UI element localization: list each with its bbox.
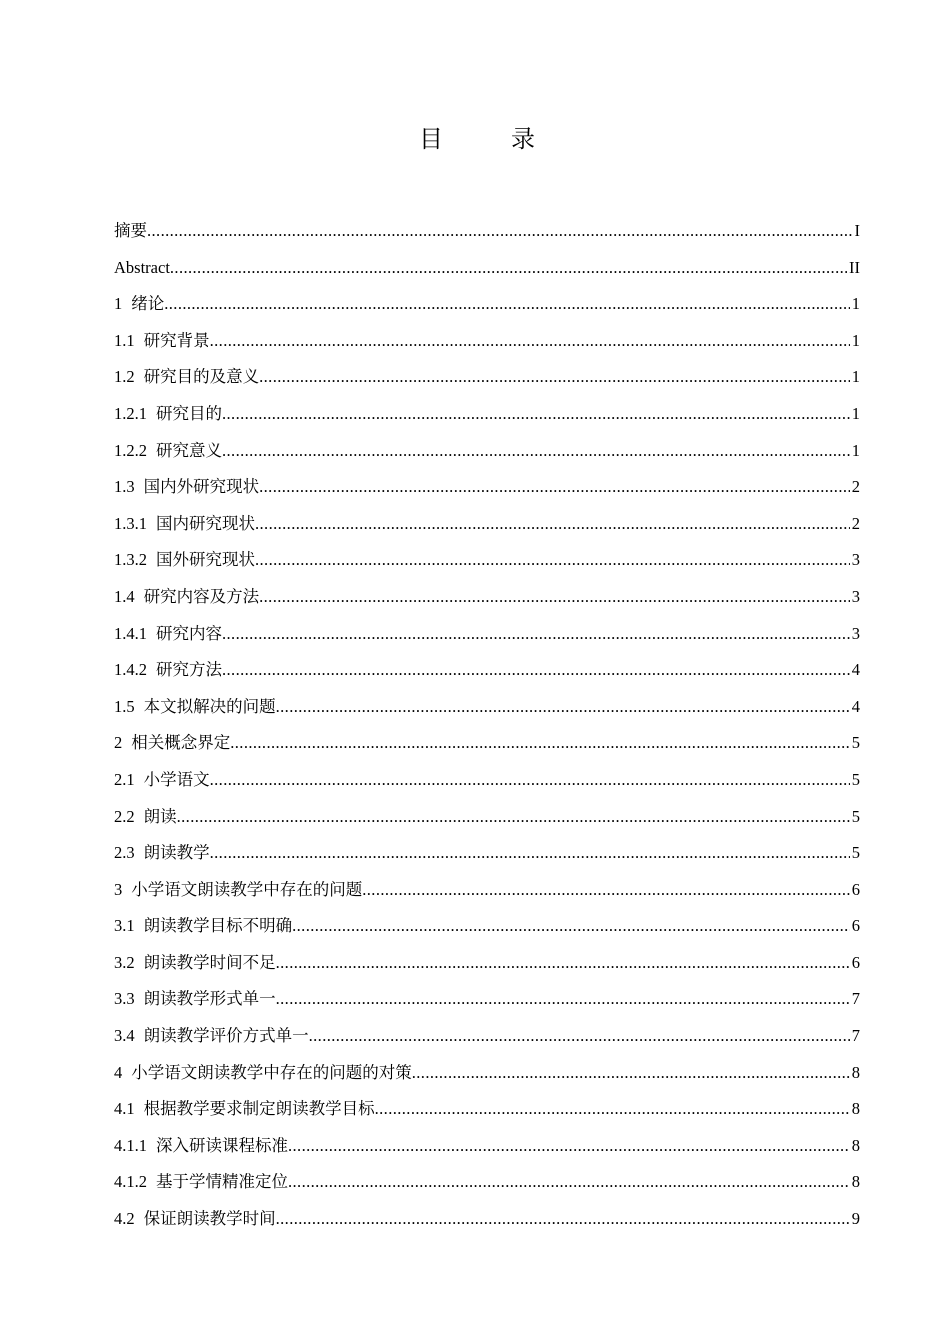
- toc-dot-leader: [222, 652, 850, 689]
- toc-entry-label: [114, 1018, 309, 1055]
- toc-dot-leader: [177, 799, 850, 836]
- toc-dot-leader: [259, 579, 850, 616]
- toc-entry[interactable]: [114, 835, 860, 872]
- toc-entry-text: 根据教学要求制定朗读教学目标: [143, 1099, 375, 1119]
- toc-entry-page: 8: [851, 1172, 860, 1192]
- toc-entry[interactable]: [114, 542, 860, 579]
- toc-entry[interactable]: [114, 469, 860, 506]
- toc-entry-page: 2: [851, 477, 860, 497]
- toc-entry[interactable]: [114, 652, 860, 689]
- toc-entry-text: 研究方法: [156, 660, 222, 680]
- toc-entry-text: 基于学情精准定位: [156, 1172, 288, 1192]
- toc-entry-text: 研究目的及意义: [143, 367, 260, 387]
- toc-entry-page: 3: [851, 586, 860, 606]
- toc-entry-label: [114, 359, 259, 396]
- toc-entry-page: 8: [851, 1135, 860, 1155]
- toc-entry-number: 4: [114, 1062, 123, 1082]
- toc-entry-number: 2.1: [114, 769, 135, 789]
- toc-entry-page: 5: [851, 769, 860, 789]
- toc-entry-text: 国外研究现状: [156, 550, 255, 570]
- toc-entry-label: [114, 981, 276, 1018]
- toc-entry-label: [114, 945, 276, 982]
- toc-entry-label: [114, 286, 164, 323]
- toc-entry[interactable]: [114, 981, 860, 1018]
- toc-entry-number: 1.4: [114, 586, 135, 606]
- toc-entry-label: [114, 908, 292, 945]
- toc-dot-leader: [276, 945, 850, 982]
- toc-entry[interactable]: [114, 689, 860, 726]
- toc-entry-label: [114, 579, 259, 616]
- toc-entry-text: 国内外研究现状: [143, 477, 260, 497]
- toc-entry-number: 3.1: [114, 916, 135, 936]
- toc-entry-text: Abstract: [114, 257, 170, 277]
- toc-entry-text: 摘要: [114, 221, 147, 240]
- toc-entry[interactable]: [114, 396, 860, 433]
- toc-entry[interactable]: [114, 945, 860, 982]
- toc-entry[interactable]: [114, 1091, 860, 1128]
- toc-entry-text: 相关概念界定: [131, 733, 231, 753]
- toc-entry[interactable]: [114, 433, 860, 470]
- toc-entry-number: 1.3.2: [114, 550, 147, 570]
- toc-entry-label: [114, 323, 210, 360]
- toc-entry-page: II: [849, 257, 860, 277]
- toc-entry-number: 1.4.1: [114, 623, 147, 643]
- toc-dot-leader: [210, 323, 850, 360]
- toc-entry[interactable]: [114, 725, 860, 762]
- toc-entry-number: 1.1: [114, 330, 135, 350]
- toc-entry[interactable]: [114, 1128, 860, 1165]
- toc-entry-number: 2.2: [114, 806, 135, 826]
- toc-entry-label: [114, 835, 210, 872]
- toc-entry-number: 3.4: [114, 1026, 135, 1046]
- toc-dot-leader: [170, 250, 847, 287]
- toc-entry[interactable]: [114, 579, 860, 616]
- toc-entry-label: [114, 652, 222, 689]
- toc-entry-text: 研究意义: [156, 440, 222, 460]
- toc-entry-number: 1.4.2: [114, 660, 147, 680]
- toc-entry-text: 研究背景: [143, 330, 210, 350]
- toc-entry-page: 3: [851, 623, 860, 643]
- toc-entry-text: 保证朗读教学时间: [143, 1209, 276, 1229]
- toc-dot-leader: [276, 689, 850, 726]
- toc-entry[interactable]: [114, 359, 860, 396]
- toc-entry-number: 2.3: [114, 843, 135, 863]
- toc-entry[interactable]: [114, 799, 860, 836]
- toc-entry-text: 研究内容及方法: [143, 586, 260, 606]
- toc-entry-number: 3: [114, 879, 123, 899]
- toc-entry-text: 朗读教学形式单一: [143, 989, 276, 1009]
- toc-entry-label: [114, 872, 362, 909]
- toc-entry-label: [114, 1091, 375, 1128]
- toc-entry-page: 7: [851, 989, 860, 1009]
- toc-dot-leader: [222, 616, 850, 653]
- toc-entry-page: 1: [851, 330, 860, 350]
- toc-dot-leader: [230, 725, 850, 762]
- toc-entry-number: 4.1.1: [114, 1135, 147, 1155]
- toc-dot-leader: [259, 359, 850, 396]
- toc-entry-label: [114, 725, 230, 762]
- toc-entry-label: [114, 542, 255, 579]
- toc-entry-page: 5: [851, 843, 860, 863]
- toc-list: [114, 213, 860, 1238]
- toc-entry-page: I: [854, 221, 860, 240]
- toc-entry-page: 6: [851, 952, 860, 972]
- toc-entry-label: [114, 762, 210, 799]
- toc-dot-leader: [259, 469, 850, 506]
- toc-entry-text: 研究目的: [156, 403, 222, 423]
- toc-dot-leader: [288, 1164, 850, 1201]
- toc-entry-page: 1: [851, 403, 860, 423]
- toc-entry-number: 1: [114, 294, 123, 314]
- toc-entry-number: 4.2: [114, 1209, 135, 1229]
- toc-dot-leader: [375, 1091, 850, 1128]
- toc-entry-text: 小学语文: [143, 769, 210, 789]
- toc-entry-text: 小学语文朗读教学中存在的问题的对策: [131, 1062, 412, 1082]
- toc-entry-number: 1.2.1: [114, 403, 147, 423]
- toc-entry-text: 深入研读课程标准: [156, 1135, 288, 1155]
- toc-entry[interactable]: [114, 1164, 860, 1201]
- toc-entry[interactable]: [114, 1201, 860, 1238]
- toc-entry-label: [114, 616, 222, 653]
- toc-entry-number: 3.3: [114, 989, 135, 1009]
- toc-entry-number: 1.2: [114, 367, 135, 387]
- toc-entry[interactable]: [114, 323, 860, 360]
- toc-entry[interactable]: [114, 872, 860, 909]
- toc-dot-leader: [412, 1055, 850, 1092]
- toc-entry-page: 9: [851, 1209, 860, 1229]
- toc-entry[interactable]: [114, 506, 860, 543]
- toc-dot-leader: [164, 286, 850, 323]
- toc-entry-page: 4: [851, 660, 860, 680]
- toc-entry-text: 本文拟解决的问题: [143, 696, 276, 716]
- toc-entry-text: 朗读教学: [143, 843, 210, 863]
- toc-entry-number: 3.2: [114, 952, 135, 972]
- toc-dot-leader: [288, 1128, 850, 1165]
- toc-entry-number: 1.3.1: [114, 513, 147, 533]
- toc-entry[interactable]: [114, 1018, 860, 1055]
- toc-entry-text: 朗读教学时间不足: [143, 952, 276, 972]
- toc-entry-page: 4: [851, 696, 860, 716]
- page-title: 目 录: [419, 127, 557, 153]
- toc-entry-page: 2: [851, 513, 860, 533]
- toc-entry-number: 1.5: [114, 696, 135, 716]
- toc-entry-number: 2: [114, 733, 123, 753]
- toc-entry-page: 5: [851, 733, 860, 753]
- toc-dot-leader: [210, 835, 850, 872]
- toc-dot-leader: [222, 396, 850, 433]
- toc-entry-label: [114, 213, 147, 250]
- toc-dot-leader: [255, 506, 850, 543]
- toc-entry-number: 1.2.2: [114, 440, 147, 460]
- toc-entry-label: [114, 1201, 276, 1238]
- toc-entry-text: 朗读: [143, 806, 177, 826]
- toc-entry-text: 小学语文朗读教学中存在的问题: [131, 879, 363, 899]
- toc-dot-leader: [309, 1018, 850, 1055]
- toc-entry-label: [114, 1128, 288, 1165]
- toc-entry[interactable]: [114, 213, 860, 250]
- toc-entry[interactable]: [114, 908, 860, 945]
- toc-entry[interactable]: [114, 250, 860, 287]
- toc-entry-page: 1: [851, 440, 860, 460]
- toc-entry-label: [114, 799, 177, 836]
- toc-entry-label: [114, 396, 222, 433]
- toc-entry-page: 7: [851, 1026, 860, 1046]
- toc-entry-number: 4.1.2: [114, 1172, 147, 1192]
- toc-entry-page: 1: [851, 367, 860, 387]
- toc-entry[interactable]: [114, 762, 860, 799]
- toc-entry-page: 8: [851, 1062, 860, 1082]
- toc-entry-text: 朗读教学评价方式单一: [143, 1026, 309, 1046]
- toc-entry-number: 4.1: [114, 1099, 135, 1119]
- toc-entry-label: [114, 1164, 288, 1201]
- toc-entry-label: [114, 506, 255, 543]
- toc-entry[interactable]: [114, 616, 860, 653]
- toc-entry-label: [114, 469, 259, 506]
- toc-entry-label: [114, 250, 170, 287]
- toc-entry-page: 3: [851, 550, 860, 570]
- toc-entry-page: 6: [851, 916, 860, 936]
- toc-dot-leader: [276, 981, 850, 1018]
- toc-entry-text: 研究内容: [156, 623, 222, 643]
- toc-entry-text: 国内研究现状: [156, 513, 255, 533]
- toc-entry-page: 1: [851, 294, 860, 314]
- toc-entry-page: 5: [851, 806, 860, 826]
- toc-entry-number: 1.3: [114, 477, 135, 497]
- toc-dot-leader: [255, 542, 850, 579]
- toc-dot-leader: [222, 433, 850, 470]
- toc-dot-leader: [276, 1201, 850, 1238]
- toc-entry-page: 6: [851, 879, 860, 899]
- toc-entry[interactable]: [114, 286, 860, 323]
- toc-entry-label: [114, 433, 222, 470]
- toc-entry-page: 8: [851, 1099, 860, 1119]
- toc-entry-text: 朗读教学目标不明确: [143, 916, 293, 936]
- toc-dot-leader: [147, 213, 853, 250]
- toc-entry-label: [114, 689, 276, 726]
- toc-entry[interactable]: [114, 1055, 860, 1092]
- toc-dot-leader: [210, 762, 850, 799]
- toc-entry-text: 绪论: [131, 294, 165, 314]
- toc-dot-leader: [362, 872, 850, 909]
- toc-dot-leader: [292, 908, 850, 945]
- toc-entry-label: [114, 1055, 412, 1092]
